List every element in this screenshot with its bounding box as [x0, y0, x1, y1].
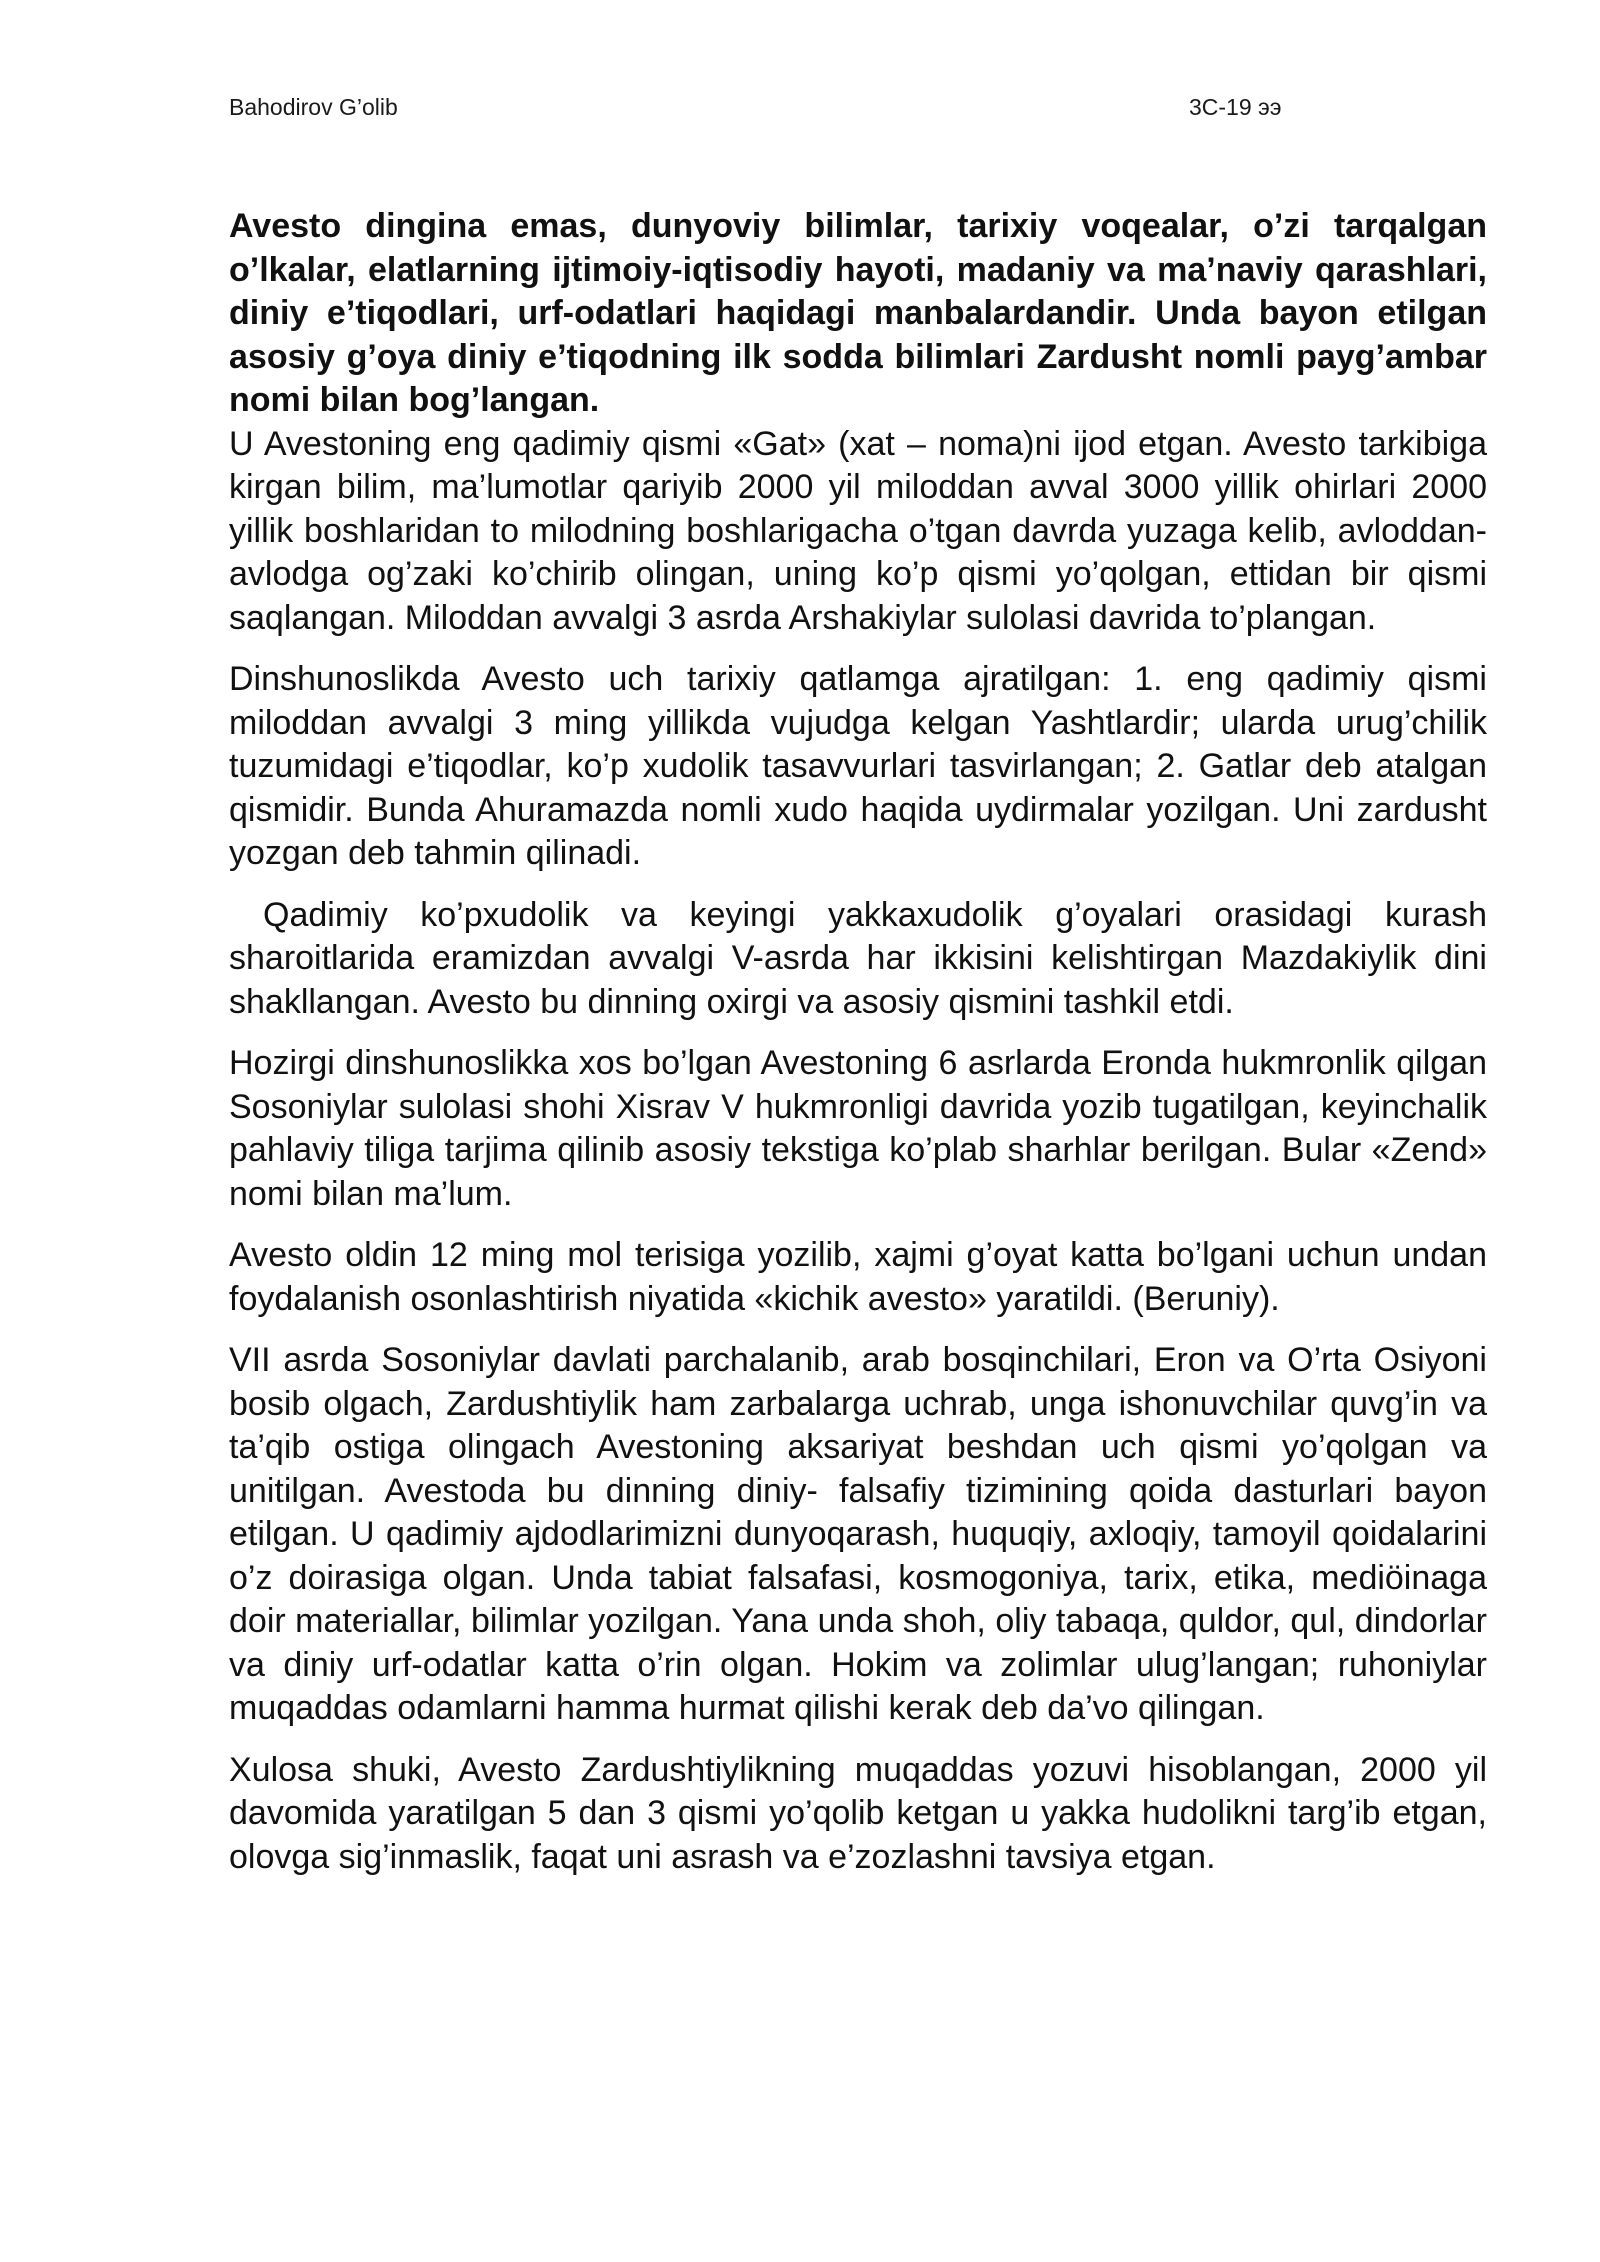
- intro-paragraph: Avesto dingina emas, dunyoviy bilimlar, tarixiy voqealar, o’zi tarqalgan o’lkalar, elatlarning ijtimoiy-iqtisodiy hayoti, madaniy va ma’naviy qarashlari, diniy e’tiqodlari, urf-odatlari haqidagi manbalardandir. Unda bayon etilgan asosiy g’oya diniy e’tiqodning ilk sodda bilimlari Zardusht nomli payg’ambar nomi bilan bog’langan.: [229, 207, 1487, 419]
- paragraph-mazdakiylik: Qadimiy ko’pxudolik va keyingi yakkaxudolik g’oyalari orasidagi kurash sharoitlarida eramizdan avvalgi V-asrda har ikkisini kelishtirgan Mazdakiylik dini shakllangan. Avesto bu dinning oxirgi va asosiy qismini tashkil etdi.: [229, 895, 1487, 1021]
- paragraph-sosoniylar: Hozirgi dinshunoslikka xos bo’lgan Avestoning 6 asrlarda Eronda hukmronlik qilgan Sosoniylar sulolasi shohi Xisrav V hukmronligi davrida yozib tugatilgan, keyinchalik pahlaviy tiliga tarjima qilinib asosiy tekstiga ko’plab sharhlar berilgan. Bular «Zend» nomi bilan ma’lum.: [229, 1044, 1487, 1213]
- group-code: 3C-19 ээ: [1189, 94, 1282, 120]
- paragraph-gat: U Avestoning eng qadimiy qismi «Gat» (xat – noma)ni ijod etgan. Avesto tarkibiga kirgan bilim, ma’lumotlar qariyib 2000 yil miloddan avval 3000 yillik ohirlari 2000 yillik boshlaridan to milodning boshlarigacha o’tgan davrda yuzaga kelib, avloddan-avlodga og’zaki ko’chirib olingan, uning ko’p qismi yo’qolgan, ettidan bir qismi saqlangan. Miloddan avvalgi 3 asrda Arshakiylar sulolasi davrida to’plangan.: [229, 424, 1487, 637]
- paragraph-kichik-avesto: Avesto oldin 12 ming mol terisiga yozilib, xajmi g’oyat katta bo’lgani uchun undan foydalanish osonlashtirish niyatida «kichik avesto» yaratildi. (Beruniy).: [229, 1236, 1487, 1318]
- author-name: Bahodirov G’olib: [229, 94, 398, 120]
- paragraph-vii-asr: VII asrda Sosoniylar davlati parchalanib, arab bosqinchilari, Eron va O’rta Osiyoni bosib olgach, Zardushtiylik ham zarbalarga uchrab, unga ishonuvchilar quvg’in va ta’qib ostiga olingach Avestoning aksariyat beshdan uch qismi yo’qolgan va unitilgan. Avestoda bu dinning diniy- falsafiy tizimining qoida dasturlari bayon etilgan. U qadimiy ajdodlarimizni dunyoqarash, huquqiy, axloqiy, tamoyil qoidalarini o’z doirasiga olgan. Unda tabiat falsafasi, kosmogoniya, tarix, etika, mediöinaga doir materiallar, bilimlar yozilgan. Yana unda shoh, oliy tabaqa, quldor, qul, dindorlar va diniy urf-odatlar katta o’rin olgan. Hokim va zolimlar ulug’langan; ruhoniylar muqaddas odamlarni hamma hurmat qilishi kerak deb da’vo qilingan.: [229, 1341, 1487, 1727]
- page-header: [229, 94, 1301, 134]
- document-body: [229, 205, 1487, 1897]
- paragraph-conclusion: Xulosa shuki, Avesto Zardushtiylikning muqaddas yozuvi hisoblangan, 2000 yil davomida yaratilgan 5 dan 3 qismi yo’qolib ketgan u yakka hudolikni targ’ib etgan, olovga sig’inmaslik, faqat uni asrash va e’zozlashni tavsiya etgan.: [229, 1750, 1487, 1876]
- paragraph-layers: Dinshunoslikda Avesto uch tarixiy qatlamga ajratilgan: 1. eng qadimiy qismi miloddan avvalgi 3 ming yillikda vujudga kelgan Yashtlardir; ularda urug’chilik tuzumidagi e’tiqodlar, ko’p xudolik tasavvurlari tasvirlangan; 2. Gatlar deb atalgan qismidir. Bunda Ahuramazda nomli xudo haqida uydirmalar yozilgan. Uni zardusht yozgan deb tahmin qilinadi.: [229, 660, 1487, 872]
